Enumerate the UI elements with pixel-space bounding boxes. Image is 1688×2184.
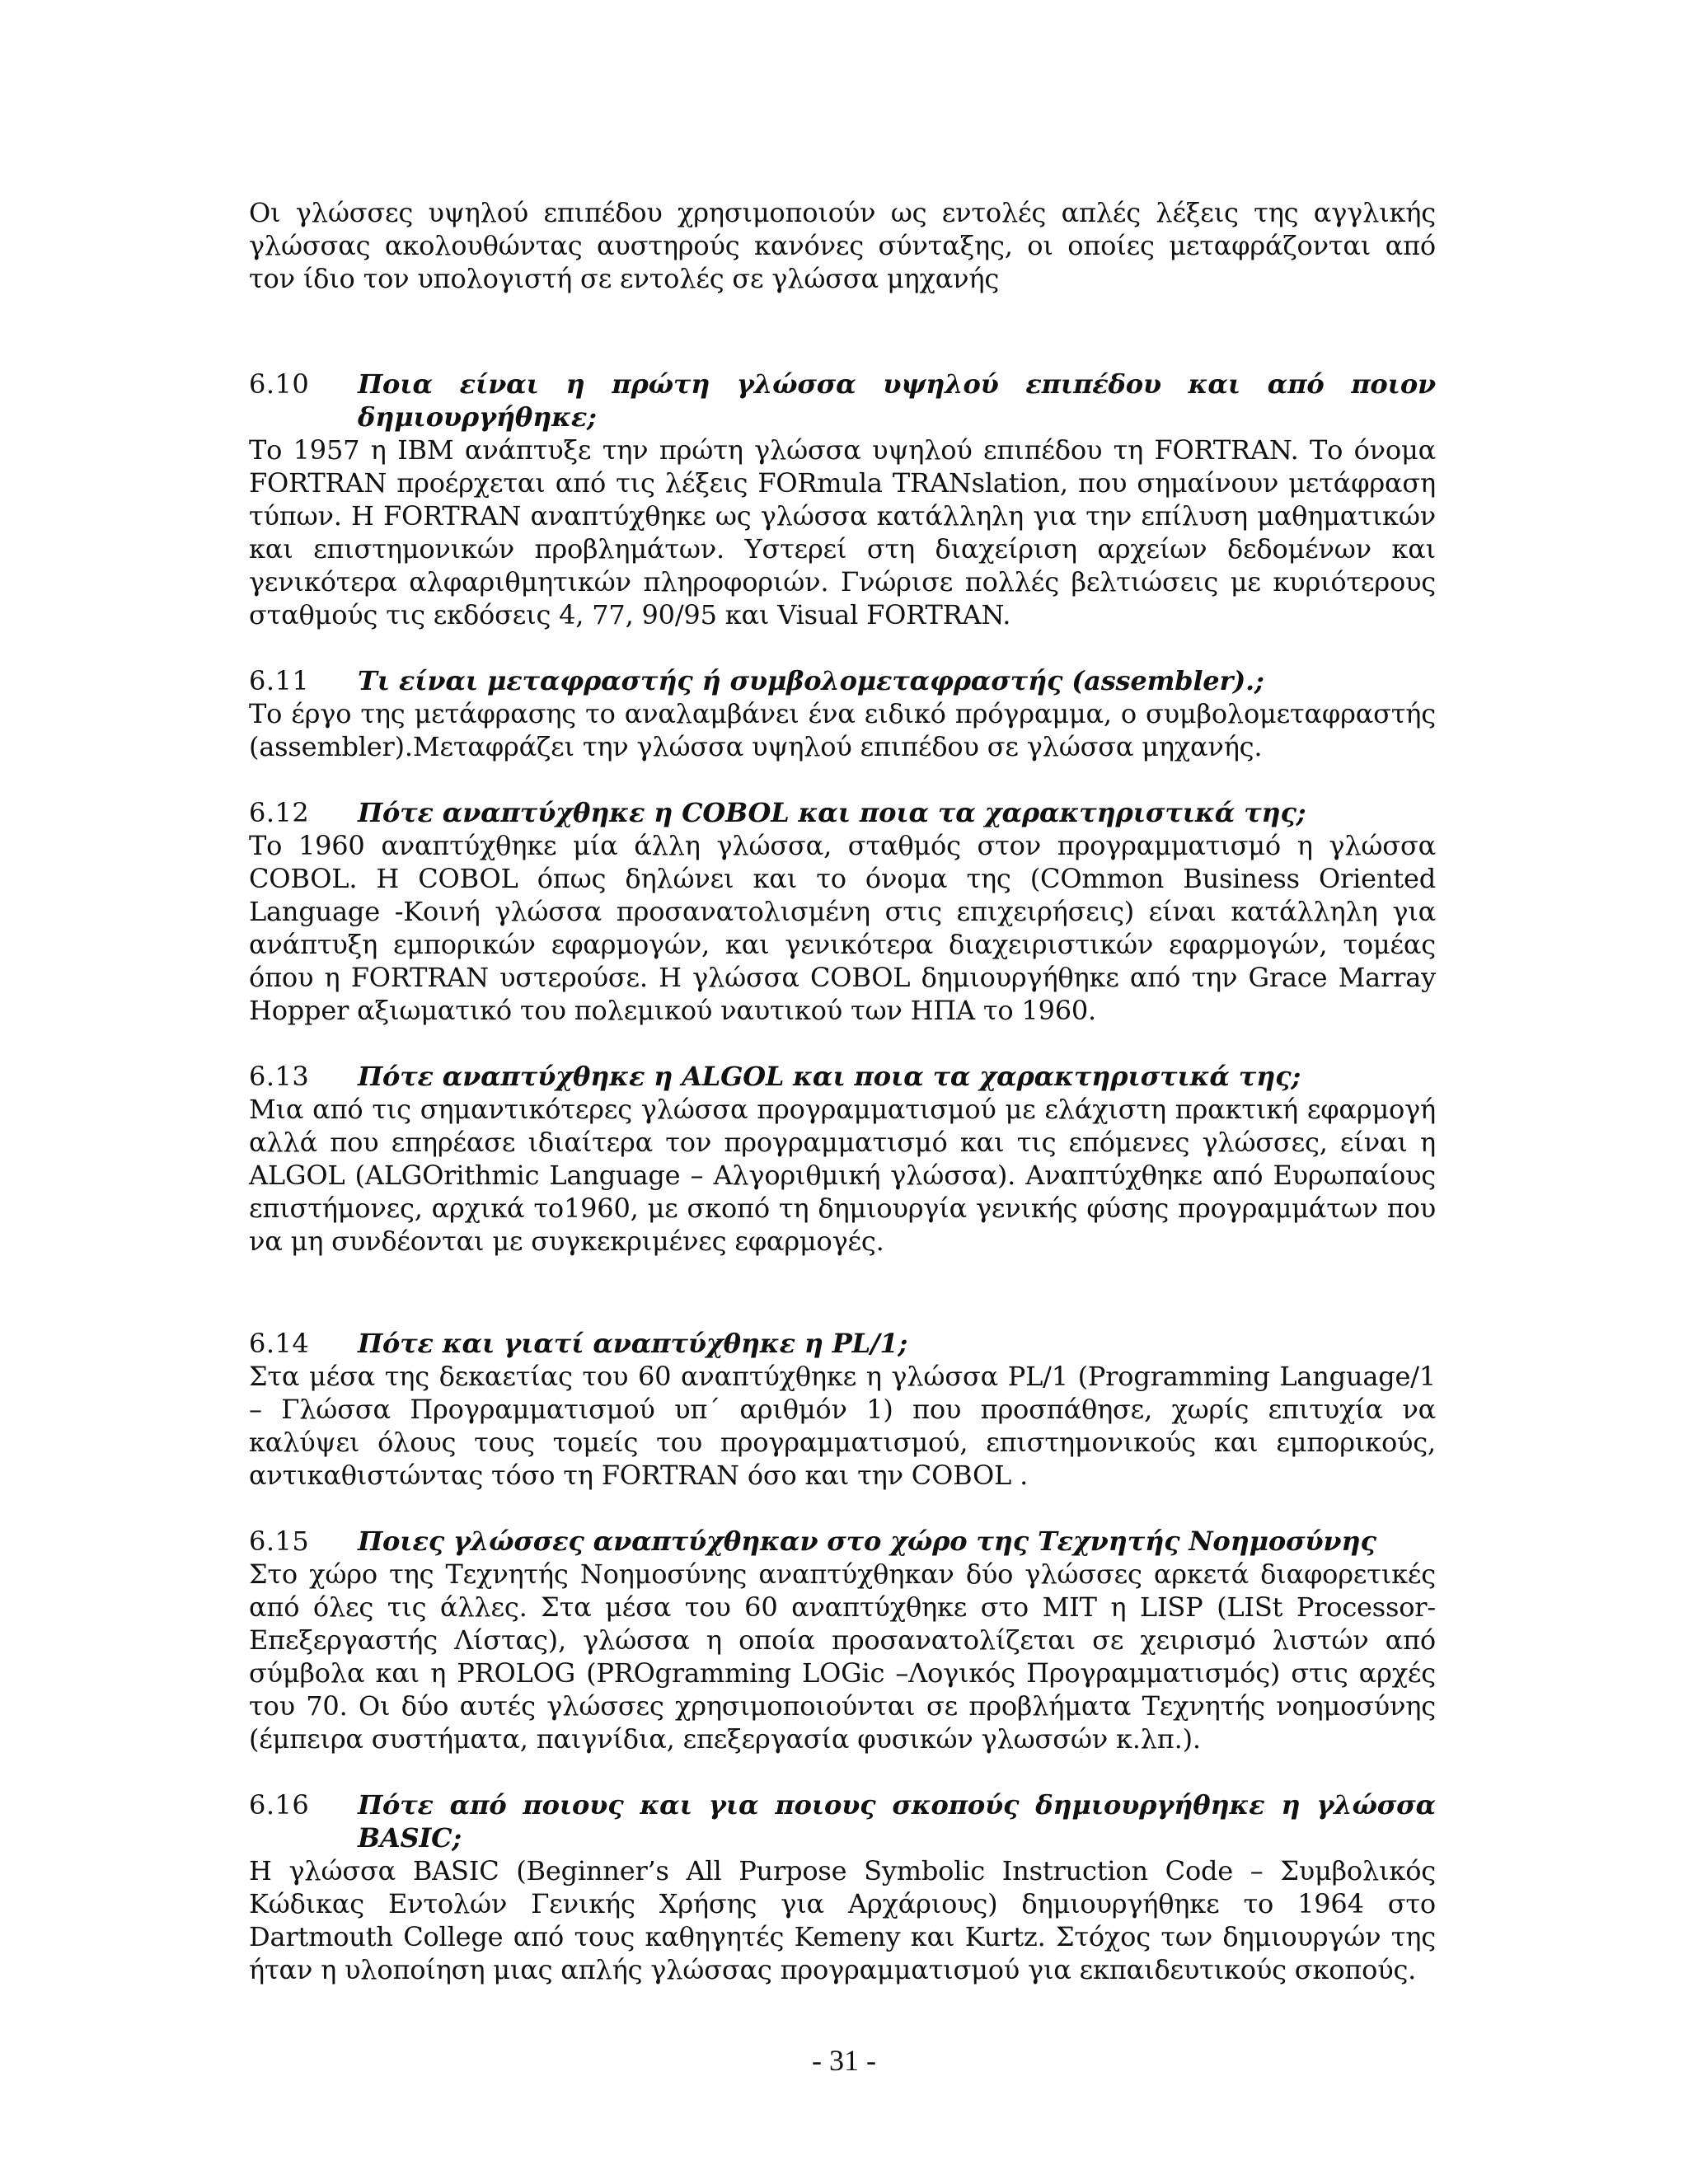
section-number: 6.12 <box>249 797 310 828</box>
section-heading <box>249 796 1436 829</box>
section-heading <box>249 664 1436 697</box>
section-heading <box>249 1788 1436 1854</box>
section-title: Τι είναι μεταφραστής ή συμβολομεταφραστής (assembler).; <box>358 665 1264 696</box>
section-body: Μια από τις σημαντικότερες γλώσσα προγραμματισμού με ελάχιστη πρακτική εφαρμογή αλλά που επηρέασε ιδιαίτερα τον προγραμματισμό και τις επόμενες γλώσσες, είναι η ALGOL (ALGOrithmic Language – Αλγοριθμική γλώσσα). Αναπτύχθηκε από Ευρωπαίους επιστήμονες, αρχικά το1960, με σκοπό τη δημιουργία γενικής φύσης προγραμμάτων που να μη συνδέονται με συγκεκριμένες εφαρμογές. <box>249 1094 1436 1257</box>
page-content <box>249 196 1436 2019</box>
section-body: Στο χώρο της Τεχνητής Νοημοσύνης αναπτύχθηκαν δύο γλώσσες αρκετά διαφορετικές από όλες τις άλλες. Στα μέσα του 60 αναπτύχθηκε στο MIT η LISP (LISt Processor-Επεξεργαστής Λίστας), γλώσσα η οποία προσανατολίζεται σε χειρισμό λιστών από σύμβολα και η PROLOG (PROgramming LOGic –Λογικός Προγραμματισμός) στις αρχές του 70. Οι δύο αυτές γλώσσες χρησιμοποιούνται σε προβλήματα Τεχνητής νοημοσύνης (έμπειρα συστήματα, παιγνίδια, επεξεργασία φυσικών γλωσσών κ.λπ.). <box>249 1558 1436 1755</box>
section-title: Πότε αναπτύχθηκε η ALGOL και ποια τα χαρακτηριστικά της; <box>358 1061 1301 1092</box>
section-6-14 <box>249 1327 1436 1492</box>
page-number: - 31 - <box>812 2044 876 2077</box>
section-6-10 <box>249 368 1436 631</box>
section-title: Ποια είναι η πρώτη γλώσσα υψηλού επιπέδου και από ποιον δημιουργήθηκε; <box>358 368 1436 433</box>
section-title: Πότε αναπτύχθηκε η COBOL και ποια τα χαρακτηριστικά της; <box>358 797 1306 828</box>
section-number: 6.14 <box>249 1328 310 1359</box>
section-body: Το έργο της μετάφρασης το αναλαμβάνει ένα ειδικό πρόγραμμα, ο συμβολομεταφραστής (assembler).Μεταφράζει την γλώσσα υψηλού επιπέδου σε γλώσσα μηχανής. <box>249 698 1436 762</box>
section-body: Το 1960 αναπτύχθηκε μία άλλη γλώσσα, σταθμός στον προγραμματισμό η γλώσσα COBOL. Η COBOL όπως δηλώνει και το όνομα της (COmmon Business Oriented Language -Κοινή γλώσσα προσανατολισμένη στις επιχειρήσεις) είναι κατάλληλη για ανάπτυξη εμπορικών εφαρμογών, και γενικότερα διαχειριστικών εφαρμογών, τομέας όπου η FORTRAN υστερούσε. Η γλώσσα COBOL δημιουργήθηκε από την Grace Marray Hopper αξιωματικό του πολεμικού ναυτικού των ΗΠΑ το 1960. <box>249 830 1436 1026</box>
section-heading <box>249 1327 1436 1360</box>
section-number: 6.16 <box>249 1789 310 1821</box>
section-6-11 <box>249 664 1436 763</box>
section-heading <box>249 368 1436 434</box>
intro-paragraph: Οι γλώσσες υψηλού επιπέδου χρησιμοποιούν ως εντολές απλές λέξεις της αγγλικής γλώσσας ακολουθώντας αυστηρούς κανόνες σύνταξης, οι οποίες μεταφράζονται από τον ίδιο τον υπολογιστή σε εντολές σε γλώσσα μηχανής <box>249 197 1436 294</box>
section-6-13 <box>249 1060 1436 1258</box>
section-6-15 <box>249 1525 1436 1755</box>
section-title: Πότε από ποιους και για ποιους σκοπούς δημιουργήθηκε η γλώσσα BASIC; <box>358 1789 1436 1854</box>
section-body: Το 1957 η IBM ανάπτυξε την πρώτη γλώσσα υψηλού επιπέδου τη FORTRAN. Το όνομα FORTRAN προέρχεται από τις λέξεις FORmula TRANslation, που σημαίνουν μετάφραση τύπων. Η FORTRAN αναπτύχθηκε ως γλώσσα κατάλληλη για την επίλυση μαθηματικών και επιστημονικών προβλημάτων. Υστερεί στη διαχείριση αρχείων δεδομένων και γενικότερα αλφαριθμητικών πληροφοριών. Γνώρισε πολλές βελτιώσεις με κυριότερους σταθμούς τις εκδόσεις 4, 77, 90/95 και Visual FORTRAN. <box>249 434 1436 630</box>
section-number: 6.13 <box>249 1061 310 1092</box>
section-6-12 <box>249 796 1436 1027</box>
section-number: 6.15 <box>249 1526 310 1557</box>
section-title: Ποιες γλώσσες αναπτύχθηκαν στο χώρο της Τεχνητής Νοημοσύνης <box>358 1526 1376 1557</box>
section-heading <box>249 1060 1436 1093</box>
section-number: 6.10 <box>249 368 310 400</box>
section-6-16 <box>249 1788 1436 1986</box>
section-number: 6.11 <box>249 665 310 696</box>
section-body: Η γλώσσα BASIC (Beginner’s All Purpose Symbolic Instruction Code – Συμβολικός Κώδικας Εντολών Γενικής Χρήσης για Αρχάριους) δημιουργήθηκε το 1964 στο Dartmouth College από τους καθηγητές Kemeny και Kurtz. Στόχος των δημιουργών της ήταν η υλοποίηση μιας απλής γλώσσας προγραμματισμού για εκπαιδευτικούς σκοπούς. <box>249 1855 1436 1985</box>
section-heading <box>249 1525 1436 1558</box>
section-body: Στα μέσα της δεκαετίας του 60 αναπτύχθηκε η γλώσσα PL/1 (Programming Language/1 – Γλώσσα Προγραμματισμού υπ΄ αριθμόν 1) που προσπάθησε, χωρίς επιτυχία να καλύψει όλους τους τομείς του προγραμματισμού, επιστημονικούς και εμπορικούς, αντικαθιστώντας τόσο τη FORTRAN όσο και την COBOL . <box>249 1361 1436 1491</box>
section-title: Πότε και γιατί αναπτύχθηκε η PL/1; <box>358 1328 908 1359</box>
